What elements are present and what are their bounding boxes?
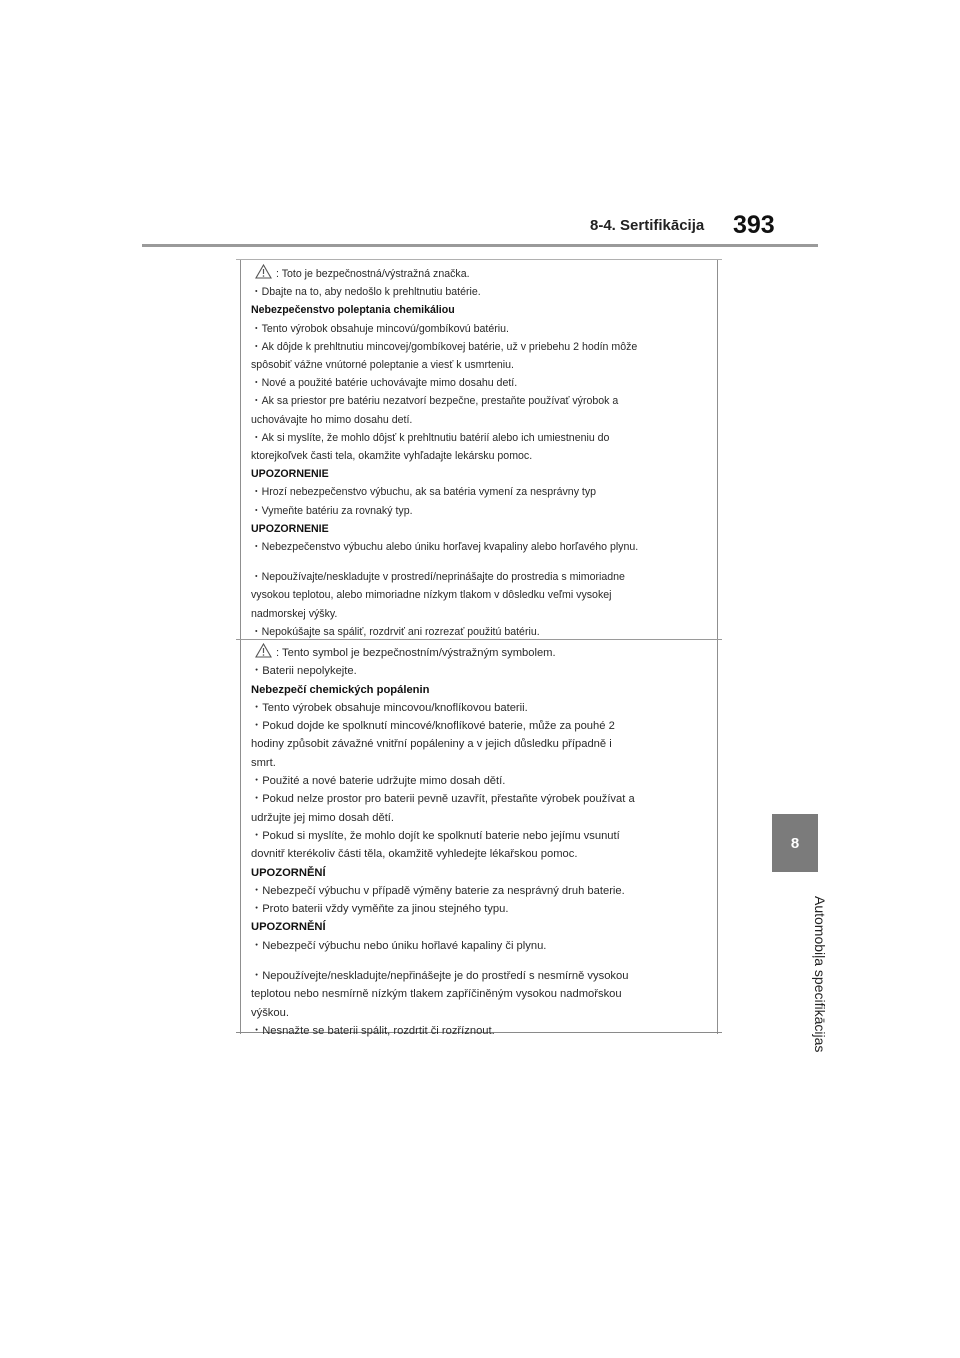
label-line: ・Pokud dojde ke spolknutí mincové/knoflíkové baterie, může za pouhé 2 [251,720,615,733]
label-heading: UPOZORNENIE [251,468,329,481]
label-line: ・Nebezpečenstvo výbuchu alebo úniku horľavej kvapaliny alebo horľavého plynu. [251,541,639,554]
chapter-tab: 8 [772,814,818,872]
label-top-border [236,259,722,260]
label-heading: UPOZORNĚNÍ [251,866,326,879]
label-heading: UPOZORNĚNÍ [251,921,326,934]
label-heading: Nebezpečenstvo poleptania chemikáliou [251,304,455,317]
label-line: : Tento symbol je bezpečnostním/výstražným symbolem. [251,643,711,662]
label-line: ・Nesnažte se baterii spálit, rozdrtit či rozříznout. [251,1024,495,1037]
warning-triangle-icon [255,264,272,279]
header-rule [142,244,818,247]
label-line: ・Pokud si myslíte, že mohlo dojít ke spolknutí baterie nebo jejímu vsunutí [251,829,620,842]
label-line: ktorejkoľvek časti tela, okamžite vyhľadajte lekársku pomoc. [251,450,533,463]
label-line: ・Proto baterii vždy vyměňte za jinou stejného typu. [251,903,509,916]
label-line: ・Nepoužívejte/neskladujte/nepřinášejte je do prostředí s nesmírně vysokou [251,970,629,983]
label-line: ・Ak si myslíte, že mohlo dôjsť k prehltnutiu batérií alebo ich umiestneniu do [251,431,610,444]
label-panel-czech [251,643,711,1040]
section-title: 8-4. Sertifikācija [590,217,705,234]
label-line: ・Ak sa priestor pre batériu nezatvorí bezpečne, prestaňte používať výrobok a [251,395,619,408]
warning-triangle-icon [255,643,272,658]
label-heading: Nebezpečí chemických popálenin [251,683,430,696]
chapter-title: Automobiļa specifikācijas [812,895,828,1053]
label-line: udržujte jej mimo dosah dětí. [251,811,395,824]
label-line: : Toto je bezpečnostná/výstražná značka. [251,264,711,283]
label-line: teplotou nebo nesmírně nízkým tlakem zapříčiněným vysokou nadmořskou [251,988,622,1001]
label-line: dovnitř kterékoliv části těla, okamžitě vyhledejte lékařskou pomoc. [251,848,578,861]
label-line: ・Ak dôjde k prehltnutiu mincovej/gombíkovej batérie, už v priebehu 2 hodín môže [251,340,638,353]
label-line: ・Nové a použité batérie uchovávajte mimo dosahu detí. [251,377,518,390]
label-line: ・Nebezpečí výbuchu v případě výměny baterie za nesprávný druh baterie. [251,884,625,897]
label-line: ・Vymeňte batériu za rovnaký typ. [251,504,413,517]
label-line: ・Hrozí nebezpečenstvo výbuchu, ak sa batéria vymení za nesprávny typ [251,486,597,499]
label-line: ・Nepokúšajte sa spáliť, rozdrviť ani rozrezať použitú batériu. [251,625,540,638]
label-line: ・Nepoužívajte/neskladujte v prostredí/neprinášajte do prostredia s mimoriadne [251,571,625,584]
label-line: hodiny způsobit závažné vnitřní popáleniny a v jejich důsledku případně i [251,738,612,751]
label-line: ・Pokud nelze prostor pro baterii pevně uzavřít, přestaňte výrobek používat a [251,793,635,806]
label-line: vysokou teplotou, alebo mimoriadne nízkym tlakom v dôsledku veľmi vysokej [251,589,612,602]
label-line: ・Použité a nové baterie udržujte mimo dosah dětí. [251,775,506,788]
label-line: nadmorskej výšky. [251,607,338,620]
label-line: ・Nebezpečí výbuchu nebo úniku hořlavé kapaliny či plynu. [251,939,547,952]
label-heading: UPOZORNENIE [251,522,329,535]
label-line: smrt. [251,756,276,769]
label-line: spôsobiť vážne vnútorné poleptanie a viesť k usmrteniu. [251,359,514,372]
label-line: ・Tento výrobok obsahuje mincovú/gombíkovú batériu. [251,322,509,335]
label-line: uchovávajte ho mimo dosahu detí. [251,413,413,426]
battery-warning-label [240,259,718,1037]
label-line: ・Baterii nepolykejte. [251,665,357,678]
label-line: ・Tento výrobek obsahuje mincovou/knoflíkovou baterii. [251,701,528,714]
label-line: výškou. [251,1006,289,1019]
label-line: ・Dbajte na to, aby nedošlo k prehltnutiu batérie. [251,286,481,299]
page-number: 393 [733,211,775,239]
label-panel-slovak [251,264,711,641]
